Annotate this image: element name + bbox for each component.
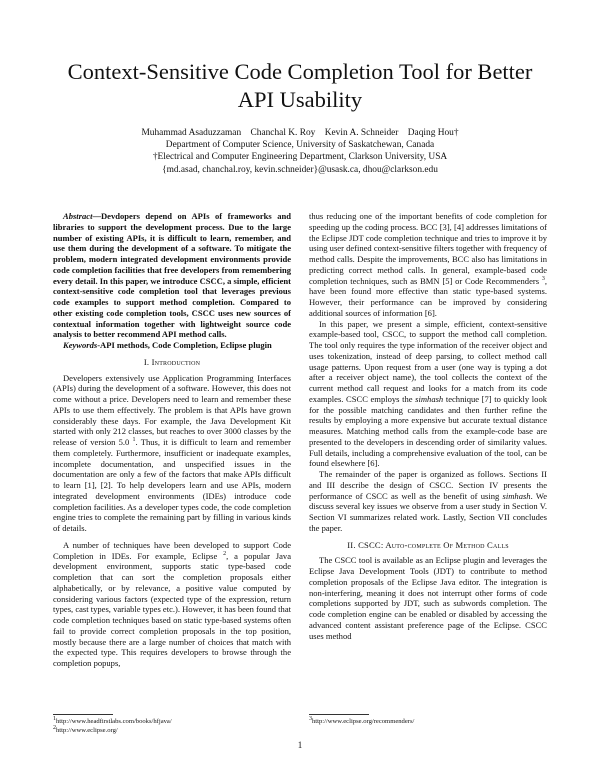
section-title: CSCC: Auto-complete Of Method Calls [358,539,509,550]
intro-paragraph-2 [53,540,291,669]
footnote-number: 2 [53,724,56,731]
footnote-3 [309,715,549,727]
intro-paragraph-1 [53,373,291,534]
author-names: Muhammad Asaduzzaman Chanchal K. Roy Kevin A. Schneider Daqing Hou† [141,128,459,138]
affiliation-1: Department of Computer Science, University of Saskatchewan, Canada [165,140,435,151]
section-heading-introduction [53,357,291,368]
title-line-2: API Usability [237,87,363,112]
text-run: Developers extensively use Application Programming Interfaces (APIs) during the development of a software. However, this does not come without a price. Developers need to learn and remember these APIs to use them effectively. The problem is that APIs have grown considerably these days. For example, the Java Development Kit started with only 212 classes, but reaches to over 3000 classes by the release of version 5.0 [53,372,291,447]
footnotes-left [53,715,293,735]
footnote-number: 1 [53,715,56,722]
emphasis: simhash [415,393,444,404]
text-run: A number of techniques have been developed to support Code Completion in IDEs. For example, Eclipse [53,539,291,561]
footnote-mark: 3 [541,275,545,282]
left-column [53,211,291,669]
abstract-text: —Devdopers depend on APIs of frameworks and libraries to support the development process. Due to the large number of existing APIs, it is difficult to learn, remember, and use them during the development of a software. To mitigate the problem, modern integrated development environments provide code completion facilities that free developers from remembering every detail. In this paper, we introduce CSCC, a simple, efficient context-sensitive code completion tool that leverages previous code examples to support method completion. Compared to other existing code completion tools, CSCC uses new sources of contextual information together with lightweight source code analysis to better recommend API method calls. [53,211,291,340]
text-run: The remainder of the paper is organized as follows. Sections II and III describe the design of CSCC. Section IV presents the performance of CSCC as well as the benefit of using [309,469,547,501]
abstract [53,211,291,340]
keywords [53,340,291,351]
paper-title [40,58,560,114]
footnote-url: http://www.headfirstlabs.com/books/hfjava/ [56,718,172,725]
footnote-mark: 1 [132,437,136,444]
text-run: thus reducing one of the important benefits of code completion for speeding up the coding process. BCC [3], [4] addresses limitations of the Eclipse JDT code completion technique and tries to improve it by using user defined context-sensitive filters together with frequency of method calls. Despite the improvements, BCC also has limitations in predicting correct method calls. In general, example-based code completion techniques, such as BMN [5] or Code Recommenders [309,211,547,286]
cscc-paragraph-1: The CSCC tool is available as an Eclipse plugin and leverages the Eclipse Java Development Tools (JDT) to contribute to method completion proposals of the Eclipse Java editor. The integration is non-interfering, meaning it does not interrupt other forms of code completions supported by JDT, such as subwords completion. The code completion engine can be enabled or disabled by accessing the advanced content assistant preference page of the Eclipse. CSCC uses method [309,555,547,641]
abstract-label: Abstract [63,211,93,221]
author-emails: {md.asad, chanchal.roy, kevin.schneider}@usask.ca, dhou@clarkson.edu [162,164,438,175]
intro-paragraph-2-cont [309,211,547,319]
intro-paragraph-3 [309,319,547,470]
footnote-rule-left [53,714,113,715]
footnote-rule-right [309,714,369,715]
footnote-1 [53,715,293,727]
text-run: , have been found more effective than static type-based systems. However, their performance can be improved by considering additional sources of information [6]. [309,275,547,318]
text-run: , a popular Java development environment, supports static type-based code completion that can sort the completion proposals either alphabetically, or by relevance, a positive value computed by considering various factors (expected type of the expression, return types, cast types, variable types etc.). However, it has been found that code completion techniques based on static type-based systems often fail to provide correct completion proposals in the top position, mostly because there are a large number of choices that match with the expected type. This requires developers to browse through the completion popups, [53,550,291,668]
footnotes-right [309,715,549,727]
text-run: . We discuss several key issues we observe from a user study in Section V. Section VI summarizes related work. Lastly, Section VII concludes the paper. [309,490,547,533]
affiliation-2: †Electrical and Computer Engineering Department, Clarkson University, USA [152,152,448,163]
footnote-2 [53,724,293,736]
author-block [40,127,560,176]
title-line-1: Context-Sensitive Code Completion Tool for Better [67,59,533,84]
text-run: technique [7] to quickly look for the possible matching candidates and then further refine the results by employing a more expensive but accurate textual distance measures. Matching method calls from the example-code base are presented to the developers in descending order of similarity values. Full details, including a comprehensive evaluation of the tool, can be found elsewhere [6]. [309,393,547,469]
intro-paragraph-4 [309,469,547,534]
page-number: 1 [297,740,303,750]
section-number: II. [347,539,356,550]
footnote-url: http://www.eclipse.org/recommenders/ [312,718,415,725]
footnote-url: http://www.eclipse.org/ [56,726,118,734]
emphasis: simhash [502,490,531,501]
keywords-text: -API methods, Code Completion, Eclipse plugin [97,340,272,350]
text-run: In this paper, we present a simple, efficient, context-sensitive example-based tool, CSCC, to support the method call completion. The tool only requires the type information of the receiver object and uses tokenization, instead of deep parsing, to collect method call usage patterns. Upon request from a user (one way is typing a dot after a receiver object name), the tool collects the context of the current method call request and looks for a match from its code examples. CSCC employs the [309,318,547,404]
footnote-number: 3 [309,715,312,722]
text-run: . Thus, it is difficult to learn and remember them completely. Furthermore, insufficient or inadequate examples, incomplete documentation, and unspecified issues in the documentation are only a few of the factors that make APIs difficult to learn [1], [2]. To help developers learn and use APIs, modern integrated development environments (IDEs) introduce code completion facilities. As a developer types code, the code completion engine tries to complete the remaining part by filling in various kinds of details. [53,437,291,533]
footnote-mark: 2 [223,550,227,557]
right-column [309,211,547,641]
section-title: Introduction [151,356,201,367]
keywords-label: Keywords [63,340,98,350]
section-number: I. [143,356,150,367]
section-heading-cscc [309,540,547,551]
